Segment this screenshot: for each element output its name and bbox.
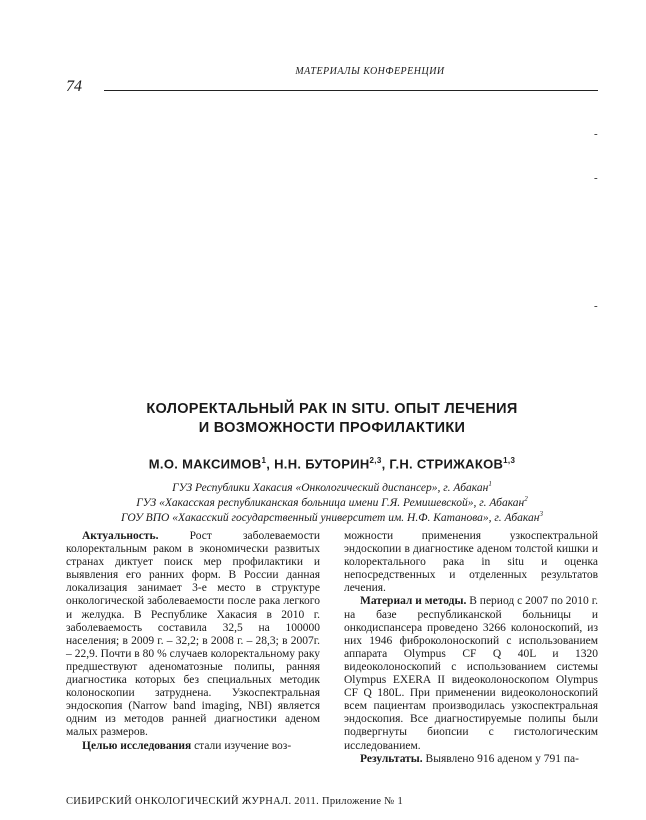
margin-mark: - <box>594 300 598 312</box>
affiliation-mark: 2 <box>524 495 528 503</box>
right-column <box>344 530 598 766</box>
affiliation-mark: 1 <box>488 480 492 488</box>
header-rule <box>104 90 598 91</box>
running-header: МАТЕРИАЛЫ КОНФЕРЕНЦИИ <box>295 66 445 77</box>
left-column <box>66 530 320 753</box>
paragraph-methods <box>344 595 598 752</box>
paragraph-continuation <box>344 530 598 595</box>
title-line-2: И ВОЗМОЖНОСТИ ПРОФИЛАКТИКИ <box>198 420 466 436</box>
author-separator: , <box>381 456 390 472</box>
paragraph-text: В период с 2007 по 2010 г. на базе республиканской больницы и онкодиспансера проведено 3266 колоноскопий, из них 1946 фиброколоноскопий с использованием аппарата Olympus CF Q 40L и 1320 видеоколоноскопий с использованием системы Olympus EXERA II видеоколоноскопом Olympus CF Q 180L. При применении видеоколоноскопий всем пациентам производилась узкоспектральная эндоскопия. Все диагностируемые полипы были подвергнуты биопсии с гистологическим исследованием. <box>344 595 598 752</box>
author-affiliation-mark: 2,3 <box>369 456 382 465</box>
journal-footer: СИБИРСКИЙ ОНКОЛОГИЧЕСКИЙ ЖУРНАЛ. 2011. Приложение № 1 <box>66 796 404 807</box>
author-name: Н.Н. БУТОРИН <box>274 456 370 472</box>
margin-mark: - <box>594 128 598 140</box>
paragraph-results <box>344 753 598 766</box>
paragraph-text: Рост заболеваемости колоректальным раком в экономически развитых странах диктует поиск мер профилактики и выявления его ранних форм. В России данная локализация занимает 3-е место в структуре онкологической заболеваемости после рака легкого и желудка. В Республике Хакасия в 2010 г. заболеваемость составила 32,5 на 100000 населения; в 2009 г. – 32,2; в 2008 г. – 28,3; в 2007г. – 22,9. Почти в 80 % случаев колоректальному раку предшествуют аденоматозные полипы, ранняя диагностика которых без специальных методик колоноскопии затруднена. Узкоспектральная эндоскопия (Narrow band imaging, NBI) является одним из методов ранней диагностики аденом малых размеров. <box>66 530 320 739</box>
paragraph-label: Результаты. <box>360 752 423 765</box>
affiliation <box>66 480 598 494</box>
affiliation-text: ГОУ ВПО «Хакасский государственный университет им. Н.Ф. Катанова», г. Абакан <box>121 511 540 524</box>
paragraph-aim <box>66 740 320 753</box>
paragraph-text: стали изучение воз- <box>191 739 292 752</box>
affiliation <box>66 510 598 524</box>
paragraph-label: Целью исследования <box>82 739 192 752</box>
author-separator: , <box>266 456 275 472</box>
page-number: 74 <box>66 78 82 95</box>
paragraph-text: Выявлено 916 аденом у 791 па- <box>422 752 579 765</box>
author-affiliation-mark: 1,3 <box>503 456 516 465</box>
author-name: Г.Н. СТРИЖАКОВ <box>389 456 504 472</box>
paragraph-label: Актуальность. <box>82 530 159 542</box>
author-list <box>66 456 598 471</box>
affiliation-mark: 3 <box>539 510 543 518</box>
affiliation-text: ГУЗ Республики Хакасия «Онкологический диспансер», г. Абакан <box>172 481 489 494</box>
author-name: М.О. МАКСИМОВ <box>148 456 262 472</box>
affiliation-text: ГУЗ «Хакасская республиканская больница имени Г.Я. Ремишевской», г. Абакан <box>136 496 525 509</box>
title-line-1: КОЛОРЕКТАЛЬНЫЙ РАК IN SITU. ОПЫТ ЛЕЧЕНИЯ <box>146 401 518 417</box>
author-affiliation-mark: 1 <box>261 456 267 465</box>
paragraph-label: Материал и методы. <box>360 595 467 608</box>
paragraph-relevance <box>66 530 320 740</box>
margin-mark: - <box>594 172 598 184</box>
affiliation <box>66 495 598 509</box>
article-title <box>66 400 598 438</box>
paragraph-text: можности применения узкоспектральной эндоскопии в диагностике аденом толстой кишки и колоректального рака in situ и оценка непосредственных и отделенных результатов лечения. <box>344 530 598 595</box>
